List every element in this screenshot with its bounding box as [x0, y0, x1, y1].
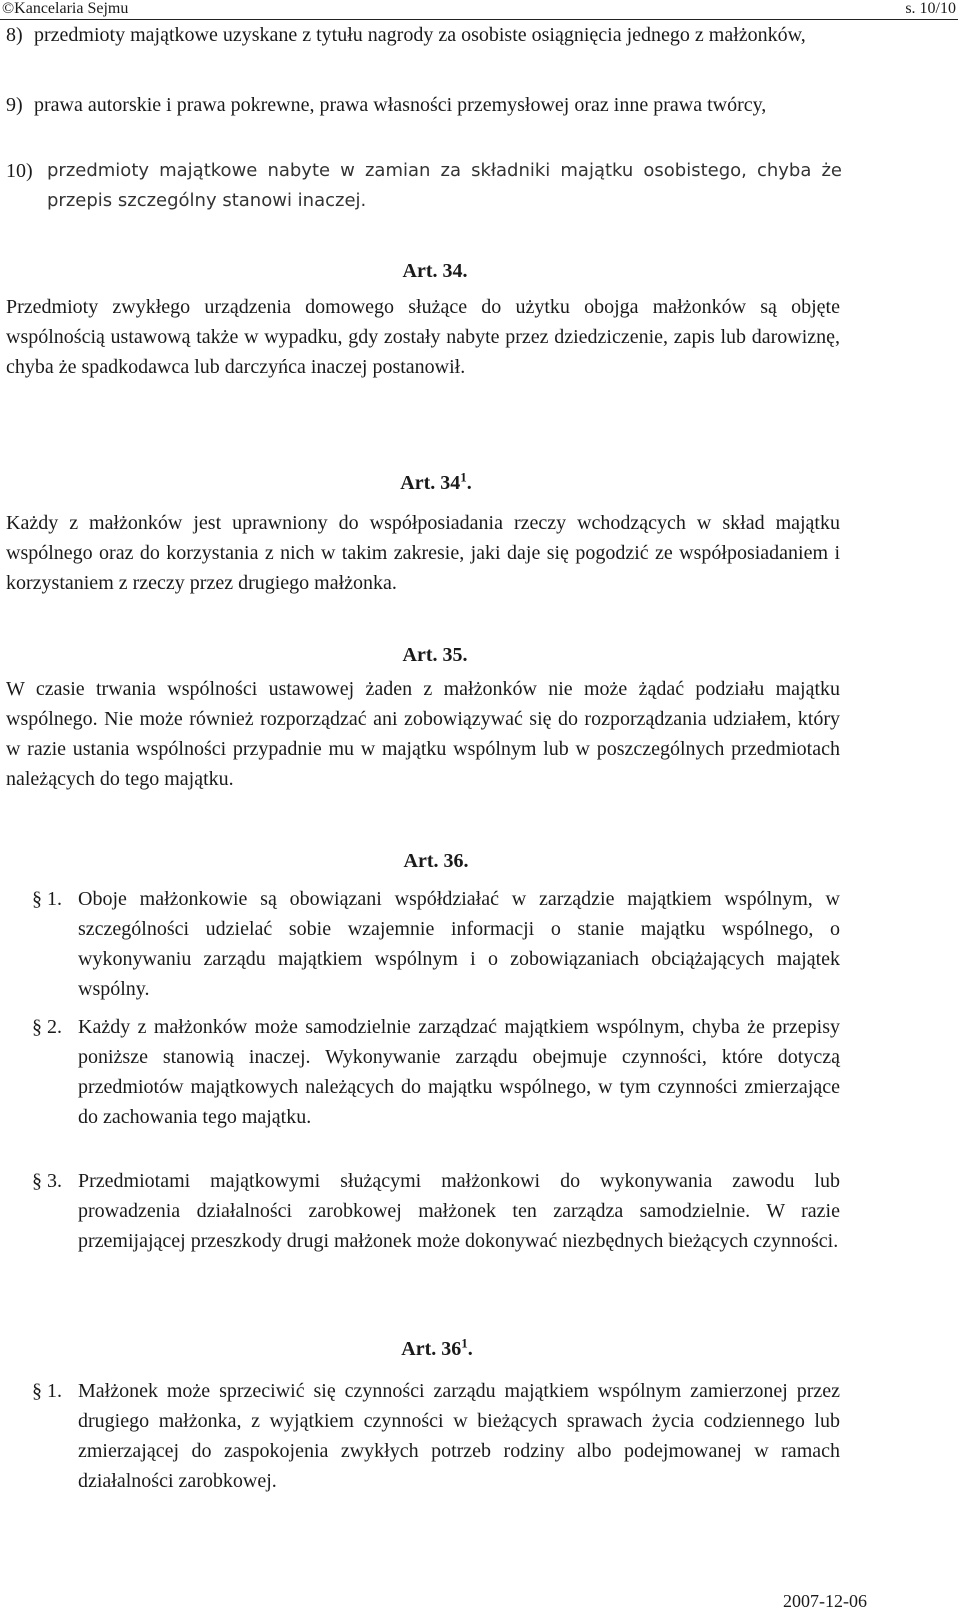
section-text: Przedmiotami majątkowymi służącymi małżonkowi do wykonywania zawodu lub prowadzenia działalności zarobkowej małżonek ten zarządza samodzielnie. W razie przemijającej przeszkody drugi małżonek może dokonywać niezbędnych bieżących czynności. [78, 1170, 840, 1252]
section-text: Każdy z małżonków może samodzielnie zarządzać majątkiem wspólnym, chyba że przepisy poniższe stanowią inaczej. Wykonywanie zarządu obejmuje czynności, które dotyczą przedmiotów majątkowych należących do majątku wspólnego, w tym czynności zmierzające do zachowania tego majątku. [78, 1016, 840, 1128]
list-item-text: przedmioty majątkowe uzyskane z tytułu nagrody za osobiste osiągnięcia jednego z małżonków, [34, 24, 806, 46]
list-item-number: 10) [6, 160, 33, 182]
article-paragraph: Przedmioty zwykłego urządzenia domowego służące do użytku obojga małżonków są objęte wspólnością ustawową także w wypadku, gdy zostały nabyte przez dziedziczenie, zapis lub darowiznę, chyba że spadkodawca lub darczyńca inaczej postanowił. [6, 296, 840, 378]
page-header [0, 0, 958, 20]
section-mark: § 3. [32, 1170, 62, 1192]
section-mark: § 1. [32, 888, 62, 910]
article-heading: Art. 36. [403, 850, 469, 872]
header-page-number: s. 10/10 [905, 0, 956, 17]
article-paragraph: Każdy z małżonków jest uprawniony do współposiadania rzeczy wchodzących w skład majątku wspólnego oraz do korzystania z nich w takim zakresie, jaki daje się pogodzić ze współposiadaniem i korzystaniem z rzeczy przez drugiego małżonka. [6, 512, 840, 594]
article-heading: Art. $34^1$. [400, 469, 472, 494]
list-item-text: przedmioty majątkowe nabyte w zamian za składniki majątku osobistego, chyba że przepis szczególny stanowi inaczej. [47, 160, 842, 211]
list-item-text: prawa autorskie i prawa pokrewne, prawa własności przemysłowej oraz inne prawa twórcy, [34, 94, 767, 116]
list-item-number: 9) [6, 94, 23, 116]
article-superscript: 1 [461, 1335, 468, 1351]
section-mark: § 2. [32, 1016, 62, 1038]
section-text: Małżonek może sprzeciwić się czynności zarządu majątkiem wspólnym zamierzonej przez drugiego małżonka, z wyjątkiem czynności w bieżących sprawach życia codziennego lub zmierzającej do zaspokojenia zwykłych potrzeb rodziny albo podejmowanej w ramach działalności zarobkowej. [78, 1380, 840, 1492]
footer-date: 2007-12-06 [783, 1591, 867, 1611]
article-heading: Art. 35. [402, 644, 468, 666]
article-heading: Art. 34. [402, 260, 468, 282]
article-heading: Art. $36^1$. [401, 1335, 473, 1360]
section-mark: § 1. [32, 1380, 62, 1402]
section-text: Oboje małżonkowie są obowiązani współdziałać w zarządzie majątkiem wspólnym, w szczególności udzielać sobie wzajemnie informacji o stanie majątku wspólnego, o wykonywaniu zarządu majątkiem wspólnym i o zobowiązaniach obciążających majątek wspólny. [78, 888, 840, 1000]
article-paragraph: W czasie trwania wspólności ustawowej żaden z małżonków nie może żądać podziału majątku wspólnego. Nie może również rozporządzać ani zobowiązywać się do rozporządzania udziałem, który w razie ustania wspólności przypadnie mu w majątku wspólnym lub w poszczególnych przedmiotach należących do tego majątku. [6, 678, 840, 790]
article-superscript: 1 [460, 469, 467, 485]
list-item-number: 8) [6, 24, 23, 46]
header-copyright: ©Kancelaria Sejmu [2, 0, 129, 17]
